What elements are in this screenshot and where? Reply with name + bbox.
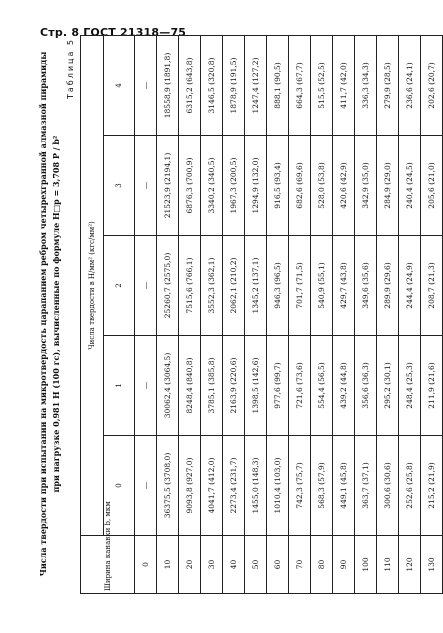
hardness-value-cell: 3146,5 (320,8) — [201, 36, 223, 136]
groove-width-cell: 130 — [421, 536, 443, 594]
hardness-value-cell: 1455,0 (148,3) — [245, 436, 267, 536]
groove-width-cell: 30 — [201, 536, 223, 594]
hardness-value-cell: 300,6 (30,6) — [377, 436, 399, 536]
hardness-value-cell: 3340,2 (340,5) — [201, 136, 223, 236]
hardness-value-cell: 356,6 (36,3) — [355, 336, 377, 436]
groove-width-cell: 0 — [135, 536, 157, 594]
hardness-value-cell: 2163,9 (220,6) — [223, 336, 245, 436]
hardness-value-cell: 211,9 (21,6) — [421, 336, 443, 436]
hardness-value-cell: 1967,3 (200,5) — [223, 136, 245, 236]
groove-width-cell: 40 — [223, 536, 245, 594]
hardness-value-cell: 1294,9 (132,0) — [245, 136, 267, 236]
hardness-value-cell: 3552,3 (362,1) — [201, 236, 223, 336]
hardness-value-cell: 8248,4 (840,8) — [179, 336, 201, 436]
hardness-value-cell: 236,6 (24,1) — [399, 36, 421, 136]
hardness-value-cell: 554,4 (56,5) — [311, 336, 333, 436]
hardness-value-cell: 252,6 (25,8) — [399, 436, 421, 536]
hardness-value-cell: 244,4 (24,9) — [399, 236, 421, 336]
hardness-group-header: Числа твердости в Н/мм² (кгс/мм²) — [81, 36, 104, 536]
hardness-value-cell: 342,9 (35,0) — [355, 136, 377, 236]
groove-width-cell: 90 — [333, 536, 355, 594]
subcolumn-header: 0 — [104, 436, 135, 536]
hardness-value-cell: 1878,9 (191,5) — [223, 36, 245, 136]
table-row — [377, 36, 399, 594]
hardness-value-cell: 977,6 (99,7) — [267, 336, 289, 436]
hardness-value-cell: 6315,2 (643,8) — [179, 36, 201, 136]
hardness-value-cell: 208,7 (21,3) — [421, 236, 443, 336]
table-row — [223, 36, 245, 594]
groove-width-cell: 50 — [245, 536, 267, 594]
hardness-value-cell: 36375,5 (3708,0) — [157, 436, 179, 536]
table-row — [245, 36, 267, 594]
table-caption-line-1: Числа твердости при испытании на микротвердость царапанием ребром четырехгранной алмазной пирамиды — [38, 51, 48, 577]
hardness-value-cell: — — [135, 136, 157, 236]
groove-width-cell: 80 — [311, 536, 333, 594]
table-row — [399, 36, 421, 594]
table-row — [311, 36, 333, 594]
hardness-value-cell: — — [135, 336, 157, 436]
groove-width-cell: 60 — [267, 536, 289, 594]
table-row — [333, 36, 355, 594]
hardness-value-cell: 295,2 (30,1) — [377, 336, 399, 436]
hardness-value-cell: 336,3 (34,3) — [355, 36, 377, 136]
hardness-value-cell: 701,7 (71,5) — [289, 236, 311, 336]
table-row — [201, 36, 223, 594]
hardness-value-cell: 946,3 (96,5) — [267, 236, 289, 336]
hardness-value-cell: 18558,9 (1891,8) — [157, 36, 179, 136]
hardness-value-cell: 721,6 (73,6) — [289, 336, 311, 436]
hardness-value-cell: 742,3 (75,7) — [289, 436, 311, 536]
hardness-value-cell: 568,3 (57,9) — [311, 436, 333, 536]
hardness-value-cell: 25260,7 (2575,0) — [157, 236, 179, 336]
table-row — [355, 36, 377, 594]
subcolumn-header: 3 — [104, 136, 135, 236]
hardness-value-cell: 1010,4 (103,0) — [267, 436, 289, 536]
hardness-value-cell: 279,9 (28,5) — [377, 36, 399, 136]
groove-width-cell: 20 — [179, 536, 201, 594]
table-row — [421, 36, 443, 594]
hardness-value-cell: 528,0 (53,8) — [311, 136, 333, 236]
hardness-value-cell: 215,2 (21,9) — [421, 436, 443, 536]
groove-width-cell: 70 — [289, 536, 311, 594]
groove-width-cell: 10 — [157, 536, 179, 594]
hardness-value-cell: 7515,6 (766,1) — [179, 236, 201, 336]
hardness-value-cell: 411,7 (42,0) — [333, 36, 355, 136]
table-row — [135, 36, 157, 594]
hardness-value-cell: 540,9 (55,1) — [311, 236, 333, 336]
hardness-value-cell: 240,4 (24,5) — [399, 136, 421, 236]
table-row — [179, 36, 201, 594]
hardness-value-cell: 284,9 (29,0) — [377, 136, 399, 236]
hardness-value-cell: 429,7 (43,8) — [333, 236, 355, 336]
hardness-value-cell: 248,4 (25,3) — [399, 336, 421, 436]
hardness-value-cell: 916,5 (93,4) — [267, 136, 289, 236]
subcolumn-header: 2 — [104, 236, 135, 336]
hardness-value-cell: 664,3 (67,7) — [289, 36, 311, 136]
hardness-value-cell: 349,6 (35,6) — [355, 236, 377, 336]
hardness-value-cell: 682,6 (69,6) — [289, 136, 311, 236]
hardness-value-cell: 3785,1 (385,8) — [201, 336, 223, 436]
hardness-value-cell: 363,7 (37,1) — [355, 436, 377, 536]
subcolumn-header: 1 — [104, 336, 135, 436]
rotated-table-block — [36, 34, 436, 594]
page-header: Стр. 8 ГОСТ 21318—75 — [40, 26, 187, 39]
hardness-value-cell: 9093,8 (927,0) — [179, 436, 201, 536]
hardness-value-cell: 30062,4 (3064,5) — [157, 336, 179, 436]
table-row — [157, 36, 179, 594]
hardness-value-cell: 4041,7 (412,0) — [201, 436, 223, 536]
hardness-value-cell: — — [135, 236, 157, 336]
hardness-value-cell: 439,2 (44,8) — [333, 336, 355, 436]
hardness-value-cell: 515,5 (52,5) — [311, 36, 333, 136]
subcolumn-header: 4 — [104, 36, 135, 136]
groove-width-cell: 110 — [377, 536, 399, 594]
hardness-value-cell: 2273,4 (231,7) — [223, 436, 245, 536]
hardness-value-cell: 6876,3 (700,9) — [179, 136, 201, 236]
table-row — [267, 36, 289, 594]
groove-width-cell: 120 — [399, 536, 421, 594]
hardness-table — [80, 35, 443, 594]
table-body — [135, 36, 443, 594]
hardness-value-cell: 888,1 (90,5) — [267, 36, 289, 136]
hardness-value-cell: — — [135, 36, 157, 136]
hardness-value-cell: 1247,4 (127,2) — [245, 36, 267, 136]
table-row — [289, 36, 311, 594]
hardness-value-cell: 289,9 (29,6) — [377, 236, 399, 336]
hardness-value-cell: 1398,5 (142,6) — [245, 336, 267, 436]
hardness-value-cell: 21523,9 (2194,1) — [157, 136, 179, 236]
width-column-header: Ширина канавки b, мкм — [81, 536, 135, 594]
groove-width-cell: 100 — [355, 536, 377, 594]
table-label: Таблица 5 — [66, 38, 75, 100]
hardness-value-cell: 202,6 (20,7) — [421, 36, 443, 136]
hardness-value-cell: 2062,1 (210,2) — [223, 236, 245, 336]
hardness-value-cell: 1345,2 (137,1) — [245, 236, 267, 336]
hardness-value-cell: 420,6 (42,9) — [333, 136, 355, 236]
hardness-value-cell: 205,6 (21,0) — [421, 136, 443, 236]
table-caption-line-2: при нагрузке 0,981 Н (100 гс), вычисленные по формуле H□р = 3,708 P / b² — [51, 135, 61, 493]
hardness-value-cell: — — [135, 436, 157, 536]
hardness-value-cell: 449,1 (45,8) — [333, 436, 355, 536]
